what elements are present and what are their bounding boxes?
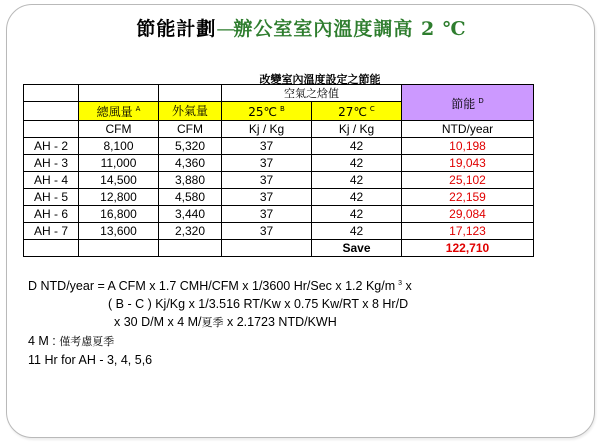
total-row <box>24 240 534 257</box>
ah-label: AH - 6 <box>24 206 79 223</box>
empty-cell <box>24 85 79 102</box>
table-title: 改變室內溫度設定之節能 <box>259 73 381 86</box>
ah-label: AH - 3 <box>24 155 79 172</box>
total-air-cell: 12,800 <box>79 189 159 206</box>
enthalpy-b-cell: 37 <box>222 189 312 206</box>
outside-air-cell: 4,360 <box>159 155 222 172</box>
enthalpy-c-cell: 42 <box>312 223 402 240</box>
total-air-cell: 14,500 <box>79 172 159 189</box>
table-row <box>24 189 534 206</box>
savings-table <box>23 84 534 257</box>
table-row <box>24 172 534 189</box>
enthalpy-c-cell: 42 <box>312 172 402 189</box>
savings-cell: 22,159 <box>402 189 534 206</box>
formula-line-3: x 30 D/M x 4 M/夏季 x 2.1723 NTD/KWH <box>114 315 337 329</box>
unit-cell: Kj / Kg <box>222 121 312 138</box>
ah-label: AH - 4 <box>24 172 79 189</box>
ah-label: AH - 7 <box>24 223 79 240</box>
savings-cell: 29,084 <box>402 206 534 223</box>
outside-air-cell: 3,440 <box>159 206 222 223</box>
enthalpy-b-cell: 37 <box>222 172 312 189</box>
empty-cell <box>159 85 222 102</box>
formula-line-2: ( B - C ) Kj/Kg x 1/3.516 RT/Kw x 0.75 Kw/RT x 8 Hr/D <box>108 297 409 311</box>
total-air-cell: 11,000 <box>79 155 159 172</box>
outside-air-cell: 5,320 <box>159 138 222 155</box>
title-dash: — <box>216 18 234 40</box>
save-label: Save <box>312 240 402 257</box>
savings-cell: 10,198 <box>402 138 534 155</box>
units-row <box>24 121 534 138</box>
formula-line-1: D NTD/year = A CFM x 1.7 CMH/CFM x 1/3600 Hr/Sec x 1.2 Kg/m $^3$ x <box>28 279 412 293</box>
enthalpy-c-cell: 42 <box>312 155 402 172</box>
enthalpy-b-cell: 37 <box>222 206 312 223</box>
outside-air-cell: 3,880 <box>159 172 222 189</box>
empty-cell <box>79 85 159 102</box>
ah-label: AH - 2 <box>24 138 79 155</box>
enthalpy-b-cell: 37 <box>222 155 312 172</box>
savings-cell: 25,102 <box>402 172 534 189</box>
table-row <box>24 223 534 240</box>
unit-cell: NTD/year <box>402 121 534 138</box>
outside-air-cell: 4,580 <box>159 189 222 206</box>
empty-cell <box>24 121 79 138</box>
table-row <box>24 206 534 223</box>
outside-air-header: 外氣量 <box>159 102 222 121</box>
ah-label: AH - 5 <box>24 189 79 206</box>
formula-notes <box>28 275 412 369</box>
unit-cell: CFM <box>159 121 222 138</box>
title-main: 節能計劃 <box>136 18 217 40</box>
formula-line-4: 4 M : 僅考慮夏季 <box>28 334 115 348</box>
total-air-cell: 16,800 <box>79 206 159 223</box>
title-subtitle: 辦公室室內溫度調高 2 ℃ <box>233 18 467 40</box>
save-total: 122,710 <box>402 240 534 257</box>
savings-header: 節能 $^D$ <box>402 85 534 121</box>
total-air-cell: 8,100 <box>79 138 159 155</box>
formula-line-5: 11 Hr for AH - 3, 4, 5,6 <box>28 353 153 367</box>
enthalpy-c-cell: 42 <box>312 138 402 155</box>
air-enthalpy-header: 空氣之焓值 <box>222 85 402 102</box>
savings-cell: 17,123 <box>402 223 534 240</box>
temp25-header: 25℃ $^B$ <box>222 102 312 121</box>
enthalpy-c-cell: 42 <box>312 189 402 206</box>
enthalpy-b-cell: 37 <box>222 138 312 155</box>
savings-cell: 19,043 <box>402 155 534 172</box>
table-row <box>24 138 534 155</box>
table-row <box>24 155 534 172</box>
enthalpy-c-cell: 42 <box>312 206 402 223</box>
enthalpy-b-cell: 37 <box>222 223 312 240</box>
slide-title <box>0 14 603 41</box>
total-air-header: 總風量 $^A$ <box>79 102 159 121</box>
total-air-cell: 13,600 <box>79 223 159 240</box>
empty-cell <box>24 102 79 121</box>
unit-cell: Kj / Kg <box>312 121 402 138</box>
temp27-header: 27℃ $^C$ <box>312 102 402 121</box>
outside-air-cell: 2,320 <box>159 223 222 240</box>
unit-cell: CFM <box>79 121 159 138</box>
header-row-1 <box>24 85 534 102</box>
